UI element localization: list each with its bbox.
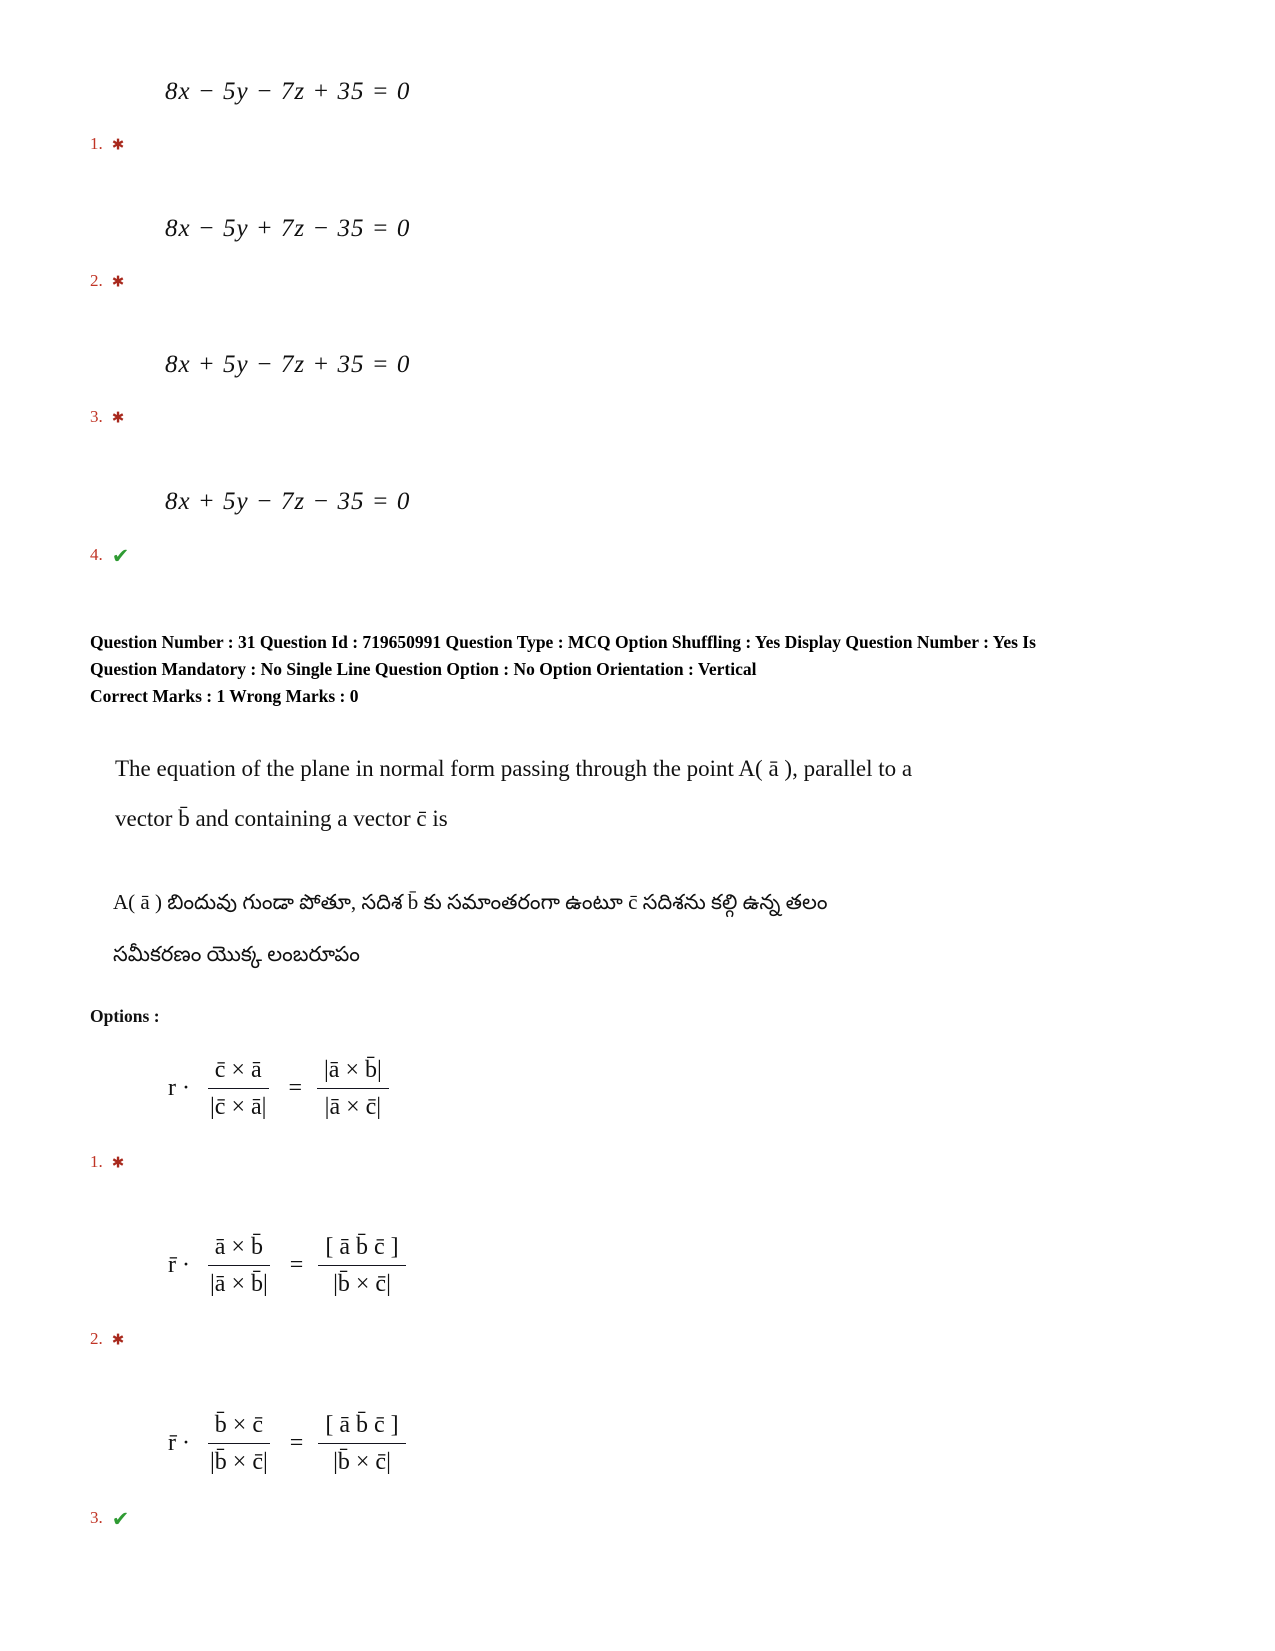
rhs-fraction <box>317 1053 389 1124</box>
rhs-fraction <box>318 1230 405 1301</box>
option-row <box>90 488 1225 569</box>
option-number: 3. <box>90 1508 103 1528</box>
metadata-line: Question Number : 31 Question Id : 719650991 Question Type : MCQ Option Shuffling : Yes Display Question Number : Yes Is <box>90 631 1036 652</box>
option-formula: 8x − 5y + 7z − 35 = 0 <box>165 214 411 242</box>
wrong-mark-icon: ✱ <box>111 137 125 154</box>
lhs-fraction <box>203 1408 275 1479</box>
option-formula <box>168 1408 1225 1479</box>
wrong-mark-icon: ✱ <box>111 1332 125 1349</box>
wrong-mark-icon: ✱ <box>111 1155 125 1172</box>
question-text-telugu-block <box>90 876 1225 980</box>
fraction-denominator: |ā × b̄| <box>209 1271 268 1298</box>
question-text-english: The equation of the plane in normal form passing through the point A( ā ), parallel to a <box>115 755 913 781</box>
previous-question-options <box>90 78 1225 569</box>
option-row <box>90 78 1225 155</box>
correct-mark-icon: ✔ <box>111 543 130 568</box>
option-status-line <box>90 407 1225 428</box>
fraction-denominator: |b̄ × c̄| <box>333 1448 391 1475</box>
fraction-denominator: |b̄ × c̄| <box>209 1448 268 1475</box>
fraction-denominator: |ā × c̄| <box>324 1093 382 1120</box>
option-status-line <box>90 271 1225 292</box>
equals-sign: = <box>289 1252 304 1279</box>
option-status-line <box>90 544 1225 569</box>
vector-r-prefix: r̄ · <box>168 1429 190 1456</box>
option-formula: 8x + 5y − 7z − 35 = 0 <box>165 487 411 515</box>
question-text-telugu: సమీకరణం యొక్క లంబరూపం <box>113 941 360 966</box>
fraction-numerator: |ā × b̄| <box>317 1053 389 1089</box>
fraction-numerator: ā × b̄ <box>208 1230 270 1266</box>
option-formula: 8x + 5y − 7z + 35 = 0 <box>165 351 411 379</box>
fraction-numerator: b̄ × c̄ <box>208 1408 270 1444</box>
question-text-english: vector b̄ and containing a vector c̄ is <box>115 805 448 831</box>
option-row <box>90 215 1225 292</box>
correct-mark-icon: ✔ <box>111 1506 130 1531</box>
fraction-numerator: c̄ × ā <box>208 1053 269 1089</box>
option-row <box>90 351 1225 428</box>
option-number: 2. <box>90 270 103 290</box>
option-number: 3. <box>90 407 103 427</box>
option-number: 4. <box>90 545 103 565</box>
option-formula: 8x − 5y − 7z + 35 = 0 <box>165 78 411 105</box>
equals-sign: = <box>288 1074 302 1101</box>
option-number: 1. <box>90 134 103 153</box>
question-31-options <box>90 1053 1225 1532</box>
lhs-fraction <box>203 1053 273 1124</box>
fraction-denominator: |c̄ × ā| <box>209 1093 267 1120</box>
lhs-fraction <box>203 1230 275 1301</box>
fraction-denominator: |b̄ × c̄| <box>333 1271 391 1298</box>
vector-r-prefix: r̄ · <box>168 1252 190 1279</box>
wrong-mark-icon: ✱ <box>111 410 125 427</box>
option-number: 2. <box>90 1329 103 1349</box>
question-text-telugu: A( ā ) బిందువు గుండా పోతూ, సదిశ b̄ కు సమాంతరంగా ఉంటూ c̄ సదిశను కల్గి ఉన్న తలం <box>113 889 828 914</box>
option-formula <box>168 1053 1225 1124</box>
options-label: Options : <box>90 1005 160 1026</box>
metadata-line: Question Mandatory : No Single Line Question Option : No Option Orientation : Vertical <box>90 658 757 679</box>
option-status-line <box>90 134 1225 155</box>
fraction-numerator: [ ā b̄ c̄ ] <box>318 1408 405 1444</box>
equals-sign: = <box>289 1429 304 1456</box>
option-row <box>90 1408 1225 1532</box>
option-status-line <box>90 1152 1225 1173</box>
option-row <box>90 1053 1225 1173</box>
metadata-line: Correct Marks : 1 Wrong Marks : 0 <box>90 685 359 706</box>
option-formula <box>168 1230 1225 1301</box>
option-status-line <box>90 1507 1225 1532</box>
question-metadata <box>90 629 1225 710</box>
wrong-mark-icon: ✱ <box>111 274 125 291</box>
option-status-line <box>90 1329 1225 1350</box>
rhs-fraction <box>318 1408 405 1479</box>
option-number: 1. <box>90 1151 103 1171</box>
fraction-numerator: [ ā b̄ c̄ ] <box>318 1230 405 1266</box>
vector-r-prefix: r · <box>168 1074 190 1101</box>
option-row <box>90 1230 1225 1350</box>
question-body <box>90 744 1225 1027</box>
